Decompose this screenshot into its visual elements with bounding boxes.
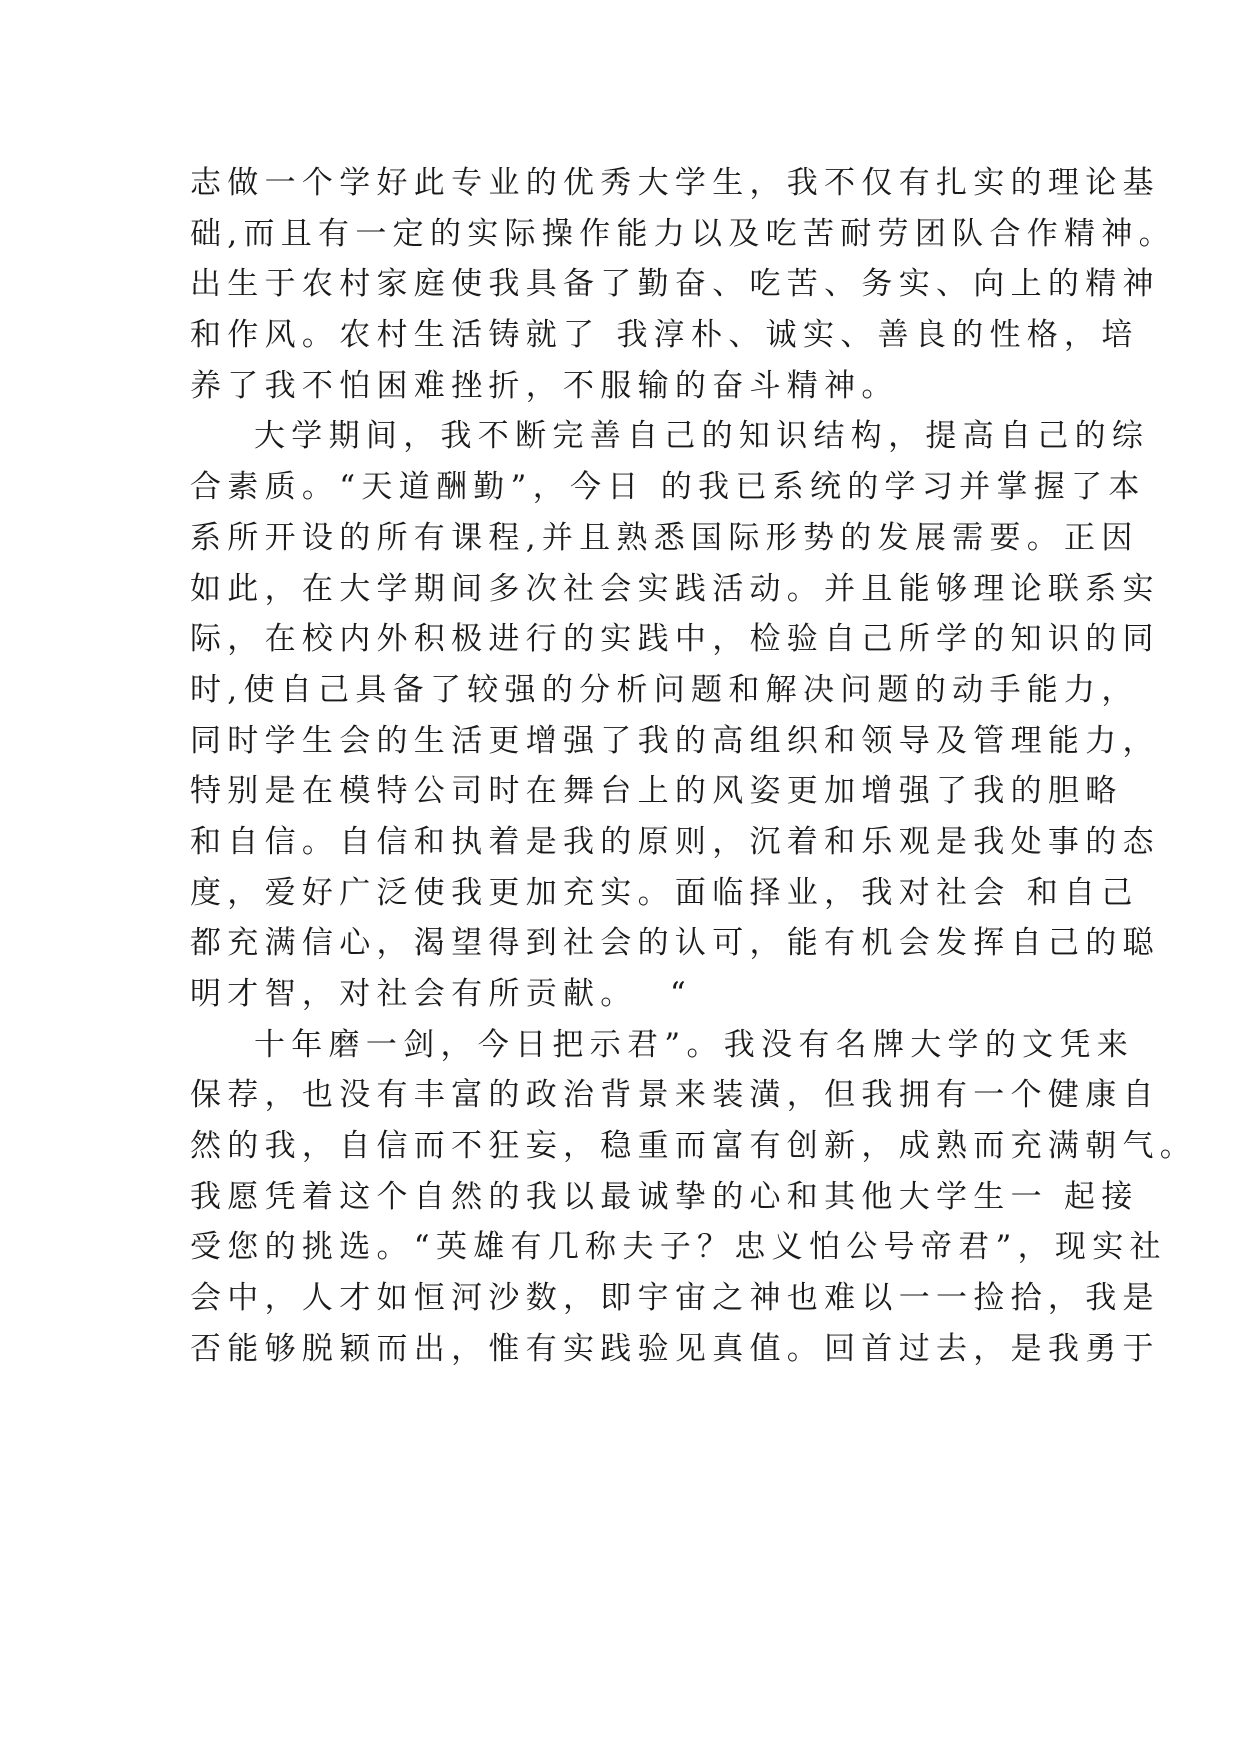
- text-line-2: 础,而且有一定的实际操作能力以及吃苦耐劳团队合作精神。: [190, 215, 1176, 252]
- text-line-10: 际，在校内外积极进行的实践中，检验自己所学的知识的同: [190, 621, 1160, 658]
- text-line-1: 志做一个学好此专业的优秀大学生，我不仅有扎实的理论基: [190, 165, 1160, 201]
- text-line-16: 都充满信心，渴望得到社会的认可，能有机会发挥自己的聪: [190, 925, 1160, 962]
- text-line-14: 和自信。自信和执着是我的原则，沉着和乐观是我处事的态: [190, 823, 1160, 860]
- text-line-12: 同时学生会的生活更增强了我的高组织和领导及管理能力，: [190, 722, 1160, 759]
- text-line-17: 明才智，对社会有所贡献。 “: [190, 976, 693, 1012]
- text-line-5: 养了我不怕困难挫折，不服输的奋斗精神。: [190, 367, 899, 404]
- text-line-19: 保荐，也没有丰富的政治背景来装潢，但我拥有一个健康自: [190, 1077, 1160, 1114]
- text-line-20: 然的我，自信而不狂妄，稳重而富有创新，成熟而充满朝气。: [190, 1128, 1198, 1165]
- text-line-22: 受您的挑选。“英雄有几称夫子？忠义怕公号帝君”，现实社: [190, 1229, 1167, 1266]
- text-line-24: 否能够脱颖而出，惟有实践验见真值。回首过去，是我勇于: [190, 1330, 1160, 1367]
- text-line-3: 出生于农村家庭使我具备了勤奋、吃苦、务实、向上的精神: [190, 266, 1160, 303]
- text-line-8: 系所开设的所有课程,并且熟悉国际形势的发展需要。正因: [190, 519, 1139, 556]
- text-line-21: 我愿凭着这个自然的我以最诚挚的心和其他大学生一 起接: [190, 1178, 1139, 1215]
- text-line-15: 度，爱好广泛使我更加充实。面临择业，我对社会 和自己: [190, 874, 1139, 911]
- text-line-23: 会中，人才如恒河沙数，即宇宙之神也难以一一捡拾，我是: [190, 1280, 1160, 1317]
- text-line-6: 大学期间，我不断完善自己的知识结构，提高自己的综: [254, 418, 1150, 455]
- text-line-18: 十年磨一剑，今日把示君”。我没有名牌大学的文凭来: [254, 1026, 1135, 1063]
- text-line-4: 和作风。农村生活铸就了 我淳朴、诚实、善良的性格，培: [190, 317, 1139, 354]
- body-text: [190, 158, 1198, 1375]
- text-line-13: 特别是在模特公司时在舞台上的风姿更加增强了我的胆略: [190, 773, 1123, 810]
- text-line-11: 时,使自己具备了较强的分析问题和解决问题的动手能力，: [190, 671, 1139, 708]
- text-line-7: 合素质。“天道酬勤”，今日 的我已系统的学习并掌握了本: [190, 469, 1146, 506]
- text-line-9: 如此，在大学期间多次社会实践活动。并且能够理论联系实: [190, 570, 1160, 607]
